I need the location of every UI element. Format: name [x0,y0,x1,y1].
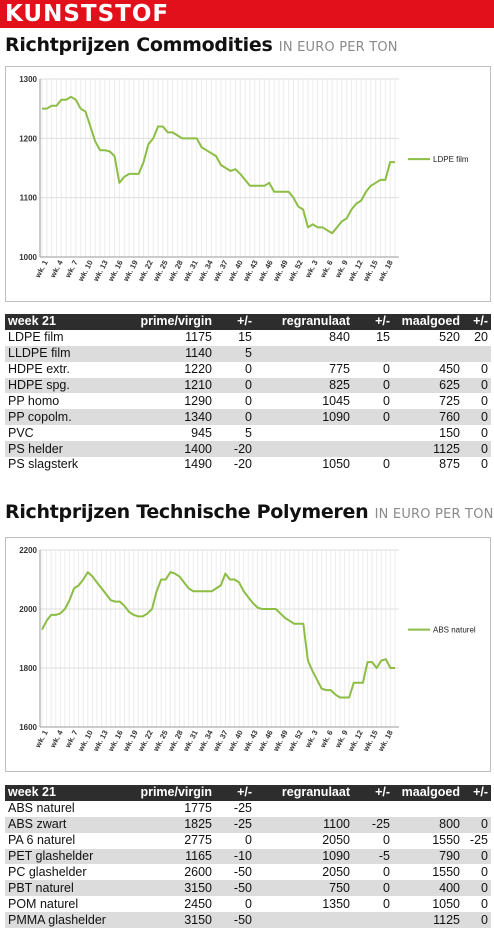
column-header: +/- [353,785,393,801]
material-name-cell: PP copolm. [5,409,123,425]
x-tick-label: wk. 4 [48,728,65,750]
material-name-cell: PBT naturel [5,880,123,896]
price-cell [353,346,393,362]
x-tick-label: wk. 52 [286,728,305,753]
technical-price-table [5,785,491,928]
x-tick-label: wk. 31 [181,728,200,753]
x-tick-label: wk. 9 [333,258,350,280]
banner-label: KUNSTSTOF [5,1,170,27]
price-cell: -25 [353,817,393,833]
commodities-chart-svg [6,67,490,301]
price-cell: 0 [215,409,255,425]
material-name-cell: POM naturel [5,896,123,912]
price-cell: -20 [215,457,255,473]
series-line [42,572,395,697]
table-row [5,457,491,473]
table-row [5,441,491,457]
price-cell: 1550 [393,833,463,849]
price-cell: 760 [393,409,463,425]
price-cell: 2600 [123,864,215,880]
x-tick-label: wk. 15 [361,258,380,283]
price-cell: 0 [463,393,491,409]
price-cell: -50 [215,912,255,928]
price-cell: 520 [393,330,463,346]
x-tick-label: wk. 10 [76,258,95,283]
material-name-cell: LLDPE film [5,346,123,362]
x-tick-label: wk. 31 [181,258,200,283]
x-tick-label: wk. 18 [376,728,395,753]
technical-chart-svg [6,538,490,771]
material-name-cell: LDPE film [5,330,123,346]
x-tick-label: wk. 46 [256,258,275,283]
section-banner [0,0,494,28]
price-cell: 0 [463,378,491,394]
x-tick-label: wk. 15 [361,728,380,753]
price-cell [353,425,393,441]
commodities-chart [5,66,491,302]
y-tick-label: 1600 [19,723,37,732]
price-cell: 0 [215,833,255,849]
column-header: regranulaat [255,785,353,801]
price-cell [353,912,393,928]
material-name-cell: PET glashelder [5,849,123,865]
table-row [5,864,491,880]
material-name-cell: PS helder [5,441,123,457]
table-header-row [5,314,491,330]
price-cell: -20 [215,441,255,457]
price-cell: 15 [353,330,393,346]
price-cell: 0 [353,409,393,425]
price-cell: -25 [215,801,255,817]
table-row [5,817,491,833]
price-cell: 945 [123,425,215,441]
y-tick-label: 1300 [19,75,37,84]
column-header: regranulaat [255,314,353,330]
x-tick-label: wk. 13 [91,258,110,283]
price-cell: 0 [463,912,491,928]
x-tick-label: wk. 22 [136,728,155,753]
price-cell: 1290 [123,393,215,409]
price-cell: 1550 [393,864,463,880]
price-cell: 0 [215,378,255,394]
material-name-cell: PA 6 naturel [5,833,123,849]
price-cell: 2450 [123,896,215,912]
commodities-heading [5,34,398,56]
column-header: week 21 [5,314,123,330]
price-cell: 790 [393,849,463,865]
technical-title: Richtprijzen Technische Polymeren [5,501,369,523]
price-cell: 1050 [255,457,353,473]
material-name-cell: ABS naturel [5,801,123,817]
price-cell: 0 [353,833,393,849]
x-tick-label: wk. 37 [211,258,230,283]
price-cell [255,912,353,928]
price-cell: 450 [393,362,463,378]
price-cell: 3150 [123,912,215,928]
price-cell: 0 [215,362,255,378]
column-header: +/- [215,785,255,801]
price-cell: 20 [463,330,491,346]
price-cell: 1090 [255,409,353,425]
material-name-cell: PMMA glashelder [5,912,123,928]
price-cell: 1045 [255,393,353,409]
table-header-row [5,785,491,801]
x-tick-label: wk. 22 [136,258,155,283]
price-cell: -5 [353,849,393,865]
table-row [5,346,491,362]
x-tick-label: wk. 4 [48,258,65,280]
x-tick-label: wk. 3 [303,258,320,280]
x-tick-label: wk. 25 [151,258,170,283]
price-cell: 775 [255,362,353,378]
x-tick-label: wk. 6 [318,728,335,750]
x-tick-label: wk. 28 [166,728,185,753]
price-cell: 1100 [255,817,353,833]
table-row [5,849,491,865]
legend-label: ABS naturel [433,625,476,635]
x-tick-label: wk. 49 [271,728,290,753]
price-cell: 875 [393,457,463,473]
price-cell: 1400 [123,441,215,457]
price-cell: 0 [353,393,393,409]
price-cell: 1490 [123,457,215,473]
x-tick-label: wk. 12 [346,728,365,753]
price-cell: 15 [215,330,255,346]
price-cell: 2775 [123,833,215,849]
price-cell: 1340 [123,409,215,425]
x-tick-label: wk. 34 [196,728,215,753]
price-cell: 0 [463,409,491,425]
price-cell: 750 [255,880,353,896]
price-cell: 1090 [255,849,353,865]
price-cell [393,346,463,362]
x-tick-label: wk. 10 [76,728,95,753]
column-header: maalgoed [393,314,463,330]
material-name-cell: PC glashelder [5,864,123,880]
price-cell: 1825 [123,817,215,833]
x-tick-label: wk. 12 [346,258,365,283]
price-cell: 1140 [123,346,215,362]
x-tick-label: wk. 46 [256,728,275,753]
column-header: +/- [353,314,393,330]
x-tick-label: wk. 49 [271,258,290,283]
price-cell: 0 [463,425,491,441]
column-header: prime/virgin [123,785,215,801]
x-tick-label: wk. 43 [241,258,260,283]
x-tick-label: wk. 43 [241,728,260,753]
y-tick-label: 1100 [19,193,37,203]
price-cell: 0 [353,457,393,473]
price-cell [463,801,491,817]
y-tick-label: 2200 [19,546,37,555]
x-tick-label: wk. 37 [211,728,230,753]
commodities-price-table [5,314,491,473]
price-cell: 3150 [123,880,215,896]
price-cell: 2050 [255,833,353,849]
price-cell: 1175 [123,330,215,346]
price-cell: -50 [215,880,255,896]
price-cell [255,346,353,362]
x-tick-label: wk. 6 [318,258,335,280]
price-cell [463,346,491,362]
material-name-cell: HDPE spg. [5,378,123,394]
table-row [5,880,491,896]
legend-label: LDPE film [433,155,469,165]
price-cell [393,801,463,817]
x-tick-label: wk. 19 [121,258,140,283]
x-tick-label: wk. 40 [226,728,245,753]
column-header: maalgoed [393,785,463,801]
x-tick-label: wk. 1 [33,258,50,280]
price-cell: 0 [353,864,393,880]
y-tick-label: 1800 [19,664,37,673]
price-cell: 0 [463,880,491,896]
material-name-cell: PS slagsterk [5,457,123,473]
x-tick-label: wk. 1 [33,728,50,750]
price-cell [353,801,393,817]
table-row [5,378,491,394]
table-row [5,801,491,817]
table-row [5,833,491,849]
column-header: prime/virgin [123,314,215,330]
x-tick-label: wk. 9 [333,728,350,750]
price-cell: 0 [353,880,393,896]
price-cell: 2050 [255,864,353,880]
commodities-title: Richtprijzen Commodities [5,34,273,56]
price-cell: 5 [215,346,255,362]
x-tick-label: wk. 34 [196,258,215,283]
table-row [5,330,491,346]
table-row [5,912,491,928]
material-name-cell: PVC [5,425,123,441]
price-cell [353,441,393,457]
technical-unit: IN EURO PER TON [374,507,494,522]
column-header: +/- [215,314,255,330]
x-tick-label: wk. 3 [303,728,320,750]
price-cell [255,801,353,817]
x-tick-label: wk. 28 [166,258,185,283]
x-tick-label: wk. 40 [226,258,245,283]
material-name-cell: HDPE extr. [5,362,123,378]
price-cell [255,425,353,441]
y-tick-label: 1000 [19,253,37,262]
y-tick-label: 2000 [19,605,37,614]
table-row [5,425,491,441]
price-cell: 1125 [393,441,463,457]
commodities-unit: IN EURO PER TON [278,40,398,55]
price-cell: 1350 [255,896,353,912]
price-cell: 0 [463,441,491,457]
table-row [5,896,491,912]
price-cell: 1165 [123,849,215,865]
material-name-cell: PP homo [5,393,123,409]
price-cell: 840 [255,330,353,346]
x-tick-label: wk. 7 [63,258,80,280]
price-cell: 150 [393,425,463,441]
y-tick-label: 1200 [19,134,37,144]
x-tick-label: wk. 18 [376,258,395,283]
price-cell: 625 [393,378,463,394]
price-cell: 0 [463,864,491,880]
price-cell: 0 [463,849,491,865]
price-cell: 0 [215,393,255,409]
technical-heading [5,501,494,523]
price-cell [255,441,353,457]
table-row [5,362,491,378]
price-cell: 400 [393,880,463,896]
x-tick-label: wk. 16 [106,728,125,753]
material-name-cell: ABS zwart [5,817,123,833]
price-cell: 1050 [393,896,463,912]
price-cell: 1220 [123,362,215,378]
price-cell: 725 [393,393,463,409]
column-header: +/- [463,785,491,801]
price-cell: -10 [215,849,255,865]
x-tick-label: wk. 7 [63,728,80,750]
price-cell: 0 [463,457,491,473]
price-cell: -25 [215,817,255,833]
column-header: week 21 [5,785,123,801]
table-row [5,409,491,425]
price-cell: 800 [393,817,463,833]
x-tick-label: wk. 25 [151,728,170,753]
price-cell: 1210 [123,378,215,394]
price-cell: 5 [215,425,255,441]
price-cell: 825 [255,378,353,394]
price-cell: 1125 [393,912,463,928]
x-tick-label: wk. 52 [286,258,305,283]
price-cell: 0 [353,896,393,912]
price-cell: 0 [353,378,393,394]
technical-chart [5,537,491,772]
price-cell: 0 [463,817,491,833]
price-cell: 0 [463,362,491,378]
x-tick-label: wk. 19 [121,728,140,753]
price-cell: 0 [353,362,393,378]
x-tick-label: wk. 13 [91,728,110,753]
table-row [5,393,491,409]
price-cell: 0 [215,896,255,912]
price-cell: -25 [463,833,491,849]
price-cell: 1775 [123,801,215,817]
x-tick-label: wk. 16 [106,258,125,283]
price-cell: -50 [215,864,255,880]
price-cell: 0 [463,896,491,912]
column-header: +/- [463,314,491,330]
